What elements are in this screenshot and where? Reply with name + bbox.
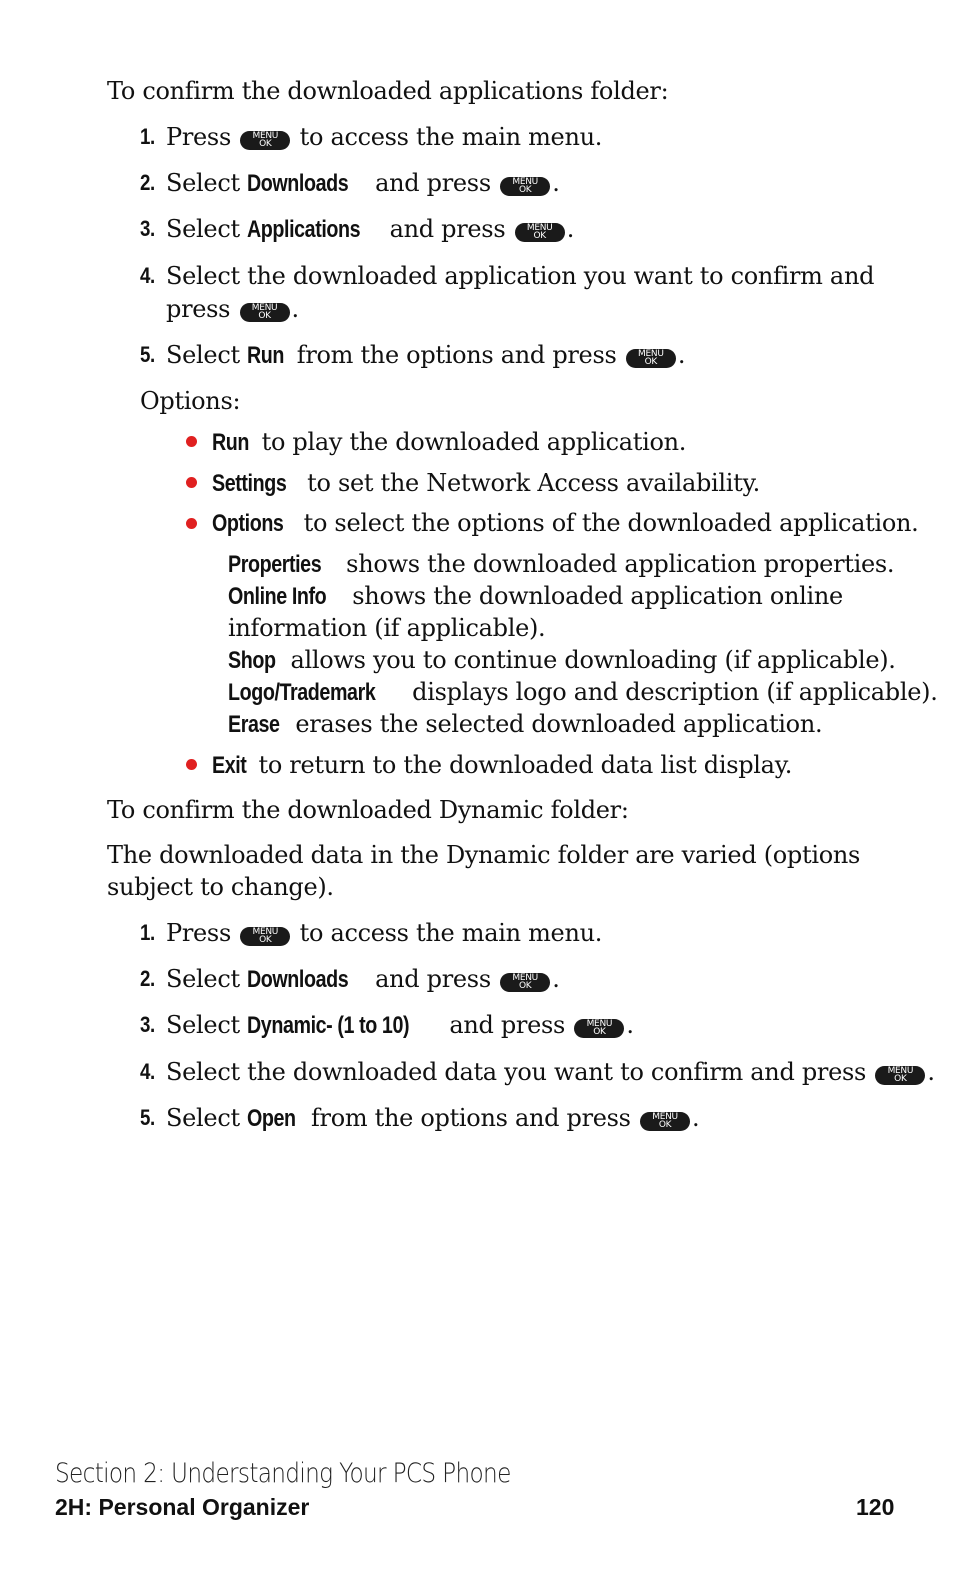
key-label-top: MENU [586, 1018, 613, 1029]
option-text: to return to the downloaded data list display. [251, 751, 793, 779]
page-number: 120 [856, 1494, 895, 1520]
key-label-top: MENU [251, 302, 278, 313]
step-text-part: . [566, 215, 575, 243]
keyword-run: Run [247, 342, 285, 369]
key-label-top: MENU [252, 926, 279, 937]
step-number: 2. [140, 170, 155, 195]
suboption-item [228, 549, 894, 580]
step-text [166, 214, 574, 245]
keyword-applications: Applications [247, 216, 361, 243]
option-text: to select the options of the downloaded application. [296, 509, 919, 537]
step-text-part: Select [166, 341, 248, 369]
step-text-continued [166, 294, 299, 324]
option-item [212, 508, 918, 539]
option-item [212, 468, 760, 499]
keyword-dynamic: Dynamic- (1 to 10) [247, 1012, 410, 1039]
bullet-icon [186, 518, 197, 529]
menu-ok-key-icon [574, 1019, 624, 1038]
menu-ok-key-icon [500, 177, 550, 196]
step-text-part: to access the main menu. [292, 919, 603, 947]
bullet-icon [186, 477, 197, 488]
step-number: 1. [140, 124, 155, 149]
step-text [166, 964, 560, 995]
key-label-bottom: OK [259, 935, 272, 945]
step-text-part: . [692, 1104, 700, 1132]
step-text-part: from the options and press [303, 1104, 631, 1132]
step-text-part: and press [382, 215, 506, 243]
step-text-part: and press [367, 965, 491, 993]
key-label-bottom: OK [658, 1120, 672, 1130]
key-label-top: MENU [512, 176, 538, 187]
step-text-part: . [626, 1011, 634, 1039]
footer-subsection-title: 2H: Personal Organizer [55, 1494, 310, 1520]
key-label-top: MENU [638, 348, 664, 359]
step-text-part: Select [166, 1011, 248, 1039]
step-text [166, 122, 602, 152]
keyword-open: Open [247, 1105, 296, 1132]
menu-ok-key-icon [626, 349, 676, 368]
keyword-erase: Erase [228, 711, 280, 738]
step-text-part: press [166, 295, 231, 323]
option-item [212, 750, 792, 781]
dynamic-paragraph-line: subject to change). [107, 873, 334, 901]
menu-ok-key-icon [875, 1066, 925, 1085]
suboption-item [228, 645, 896, 676]
key-label-bottom: OK [593, 1027, 606, 1037]
keyword-online-info: Online Info [228, 583, 327, 610]
option-text: to set the Network Access availability. [299, 469, 760, 497]
step-text: Select the downloaded application you want to confirm and [166, 262, 875, 290]
key-label-top: MENU [252, 130, 279, 141]
keyword-run: Run [212, 429, 250, 456]
keyword-downloads: Downloads [247, 966, 349, 993]
menu-ok-key-icon [240, 927, 290, 946]
suboption-text: erases the selected downloaded application. [288, 710, 823, 738]
step-text-part: . [552, 965, 560, 993]
step-number: 4. [140, 263, 155, 288]
key-label-top: MENU [526, 222, 553, 233]
bullet-icon [186, 759, 197, 770]
menu-ok-key-icon [515, 223, 565, 242]
bullet-icon [186, 436, 197, 447]
key-label-bottom: OK [259, 139, 272, 149]
step-number: 1. [140, 920, 155, 945]
step-text-part: to access the main menu. [292, 123, 603, 151]
menu-ok-key-icon [640, 1112, 690, 1131]
step-text-part: . [291, 295, 299, 323]
key-label-bottom: OK [258, 311, 271, 321]
step-text [166, 1103, 699, 1134]
keyword-downloads: Downloads [247, 170, 349, 197]
step-text-part: . [677, 341, 686, 369]
key-label-bottom: OK [533, 231, 546, 241]
key-label-bottom: OK [894, 1074, 907, 1084]
suboption-text: shows the downloaded application online [344, 582, 843, 610]
step-text-part: from the options and press [289, 341, 617, 369]
step-text-part: Select [166, 965, 248, 993]
step-text [166, 1010, 634, 1041]
keyword-options: Options [212, 510, 284, 537]
step-text-part: and press [367, 169, 491, 197]
step-text-part: Select [166, 1104, 248, 1132]
step-number: 2. [140, 966, 155, 991]
step-number: 5. [140, 1105, 155, 1130]
step-number: 3. [140, 1012, 155, 1037]
keyword-settings: Settings [212, 470, 287, 497]
menu-ok-key-icon [500, 973, 550, 992]
key-label-bottom: OK [644, 357, 658, 367]
keyword-shop: Shop [228, 647, 276, 674]
step-number: 3. [140, 216, 155, 241]
step-text-part: . [927, 1058, 935, 1086]
suboption-item [228, 677, 938, 708]
suboption-item [228, 581, 843, 612]
intro-applications-folder: To confirm the downloaded applications folder: [107, 77, 669, 105]
suboption-text: shows the downloaded application properties. [338, 550, 895, 578]
key-label-top: MENU [887, 1065, 914, 1076]
step-text-part: and press [441, 1011, 566, 1039]
footer-section-title: Section 2: Understanding Your PCS Phone [55, 1458, 511, 1489]
step-text [166, 340, 685, 371]
step-text-part: Select [166, 215, 248, 243]
key-label-bottom: OK [518, 185, 532, 195]
key-label-top: MENU [652, 1111, 678, 1122]
step-number: 5. [140, 342, 155, 367]
keyword-logo-trademark: Logo/Trademark [228, 679, 376, 706]
option-item [212, 427, 686, 458]
step-text [166, 918, 602, 948]
option-text: to play the downloaded application. [254, 428, 687, 456]
keyword-exit: Exit [212, 752, 247, 779]
step-text [166, 168, 560, 199]
step-text-part: Press [166, 123, 231, 151]
intro-dynamic-folder: To confirm the downloaded Dynamic folder: [107, 796, 629, 824]
menu-ok-key-icon [240, 303, 290, 322]
step-number: 4. [140, 1059, 155, 1084]
suboption-continued: information (if applicable). [228, 614, 546, 642]
keyword-properties: Properties [228, 551, 322, 578]
suboption-item [228, 709, 822, 740]
options-label: Options: [140, 387, 241, 415]
step-text [166, 1057, 935, 1087]
menu-ok-key-icon [240, 131, 290, 150]
step-text-part: Select [166, 169, 248, 197]
key-label-top: MENU [512, 972, 538, 983]
dynamic-paragraph-line: The downloaded data in the Dynamic folder are varied (options [107, 841, 861, 869]
step-text-part: . [552, 169, 560, 197]
suboption-text: allows you to continue downloading (if applicable). [283, 646, 896, 674]
step-text-part: Select the downloaded data you want to confirm and press [166, 1058, 867, 1086]
key-label-bottom: OK [518, 981, 532, 991]
suboption-text: displays logo and description (if applicable). [404, 678, 938, 706]
step-text-part: Press [166, 919, 231, 947]
